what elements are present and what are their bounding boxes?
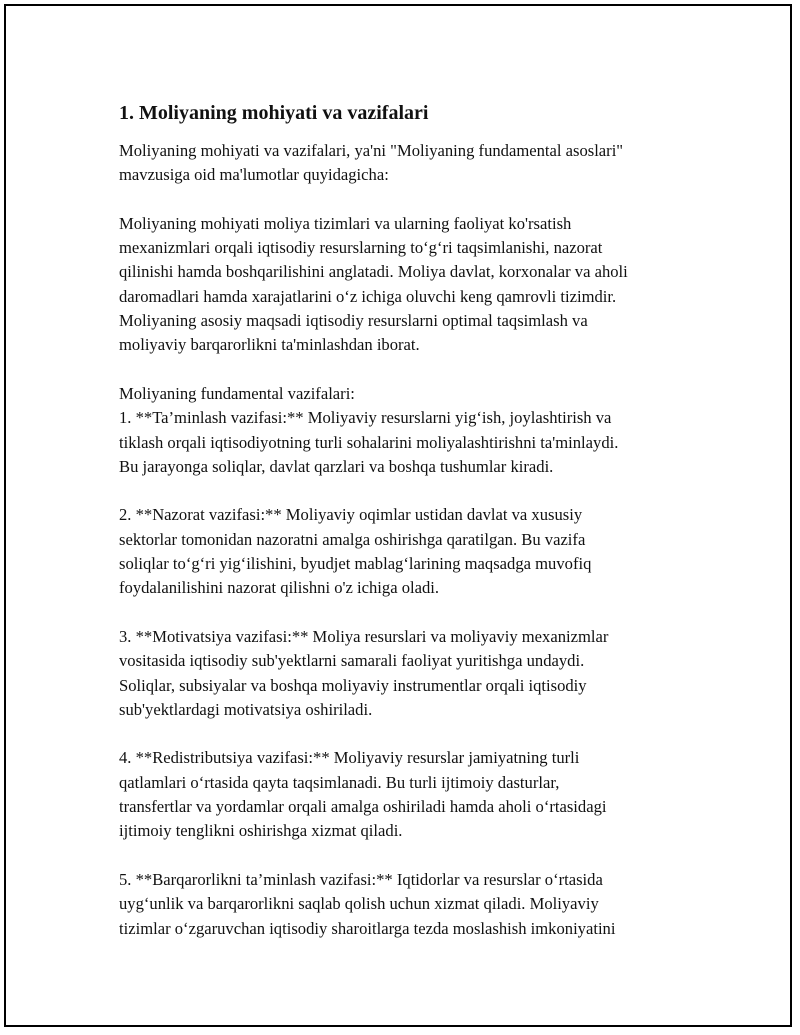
text-line: tizimlar o‘zgaruvchan iqtisodiy sharoitlarga tezda moslashish imkoniyatini xyxy=(119,918,616,938)
text-line: soliqlar to‘g‘ri yig‘ilishini, byudjet mablag‘larining maqsadga muvofiq xyxy=(119,554,592,574)
text-line: 3. **Motivatsiya vazifasi:** Moliya resurslari va moliyaviy mexanizmlar xyxy=(119,626,609,646)
text-line: 2. **Nazorat vazifasi:** Moliyaviy oqimlar ustidan davlat va xususiy xyxy=(119,505,583,525)
text-line: tiklash orqali iqtisodiyotning turli sohalarini moliyalashtirishni ta'minlaydi. xyxy=(119,432,619,452)
text-line: Soliqlar, subsiyalar va boshqa moliyaviy instrumentlar orqali iqtisodiy xyxy=(119,675,587,695)
paragraph xyxy=(119,503,709,600)
text-line: Bu jarayonga soliqlar, davlat qarzlari va boshqa tushumlar kiradi. xyxy=(119,456,554,476)
page-frame xyxy=(4,4,792,1027)
text-line: Moliyaning mohiyati moliya tizimlari va ularning faoliyat ko'rsatish xyxy=(119,213,572,233)
text-line: daromadlari hamda xarajatlarini o‘z ichiga oluvchi keng qamrovli tizimdir. xyxy=(119,286,617,306)
paragraph xyxy=(119,139,709,188)
text-line: 5. **Barqarorlikni ta’minlash vazifasi:** Iqtidorlar va resurslar o‘rtasida xyxy=(119,869,603,889)
text-line: 4. **Redistributsiya vazifasi:** Moliyaviy resurslar jamiyatning turli xyxy=(119,748,580,768)
text-line: Moliyaning asosiy maqsadi iqtisodiy resurslarni optimal taqsimlash va xyxy=(119,311,588,331)
paragraph xyxy=(119,746,709,843)
text-line: foydalanilishini nazorat qilishni o'z ichiga oladi. xyxy=(119,578,440,598)
text-line: mavzusiga oid ma'lumotlar quyidagicha: xyxy=(119,165,389,185)
text-line: ijtimoiy tenglikni oshirishga xizmat qiladi. xyxy=(119,821,403,841)
text-line: sub'yektlardagi motivatsiya oshiriladi. xyxy=(119,699,373,719)
text-line: vositasida iqtisodiy sub'yektlarni samarali faoliyat yuritishga undaydi. xyxy=(119,651,585,671)
text-line: Moliyaning fundamental vazifalari: xyxy=(119,383,355,403)
text-line: mexanizmlari orqali iqtisodiy resurslarning to‘g‘ri taqsimlanishi, nazorat xyxy=(119,238,603,258)
text-line: qilinishi hamda boshqarilishini anglatadi. Moliya davlat, korxonalar va aholi xyxy=(119,262,628,282)
text-line: 1. **Ta’minlash vazifasi:** Moliyaviy resurslarni yig‘ish, joylashtirish va xyxy=(119,408,612,428)
paragraph xyxy=(119,382,709,479)
text-line: qatlamlari o‘rtasida qayta taqsimlanadi. Bu turli ijtimoiy dasturlar, xyxy=(119,772,560,792)
text-line: Moliyaning mohiyati va vazifalari, ya'ni "Moliyaning fundamental asoslari" xyxy=(119,141,624,160)
text-line: moliyaviy barqarorlikni ta'minlashdan iborat. xyxy=(119,335,420,355)
text-line: uyg‘unlik va barqarorlikni saqlab qolish uchun xizmat qiladi. Moliyaviy xyxy=(119,894,599,914)
paragraph-list xyxy=(119,139,709,941)
paragraph xyxy=(119,212,709,358)
text-line: transfertlar va yordamlar orqali amalga oshiriladi hamda aholi o‘rtasidagi xyxy=(119,797,607,817)
paragraph xyxy=(119,868,709,941)
text-line: sektorlar tomonidan nazoratni amalga oshirishga qaratilgan. Bu vazifa xyxy=(119,529,586,549)
document-body xyxy=(119,99,709,941)
paragraph xyxy=(119,625,709,722)
document-title: 1. Moliyaning mohiyati va vazifalari xyxy=(119,102,429,124)
